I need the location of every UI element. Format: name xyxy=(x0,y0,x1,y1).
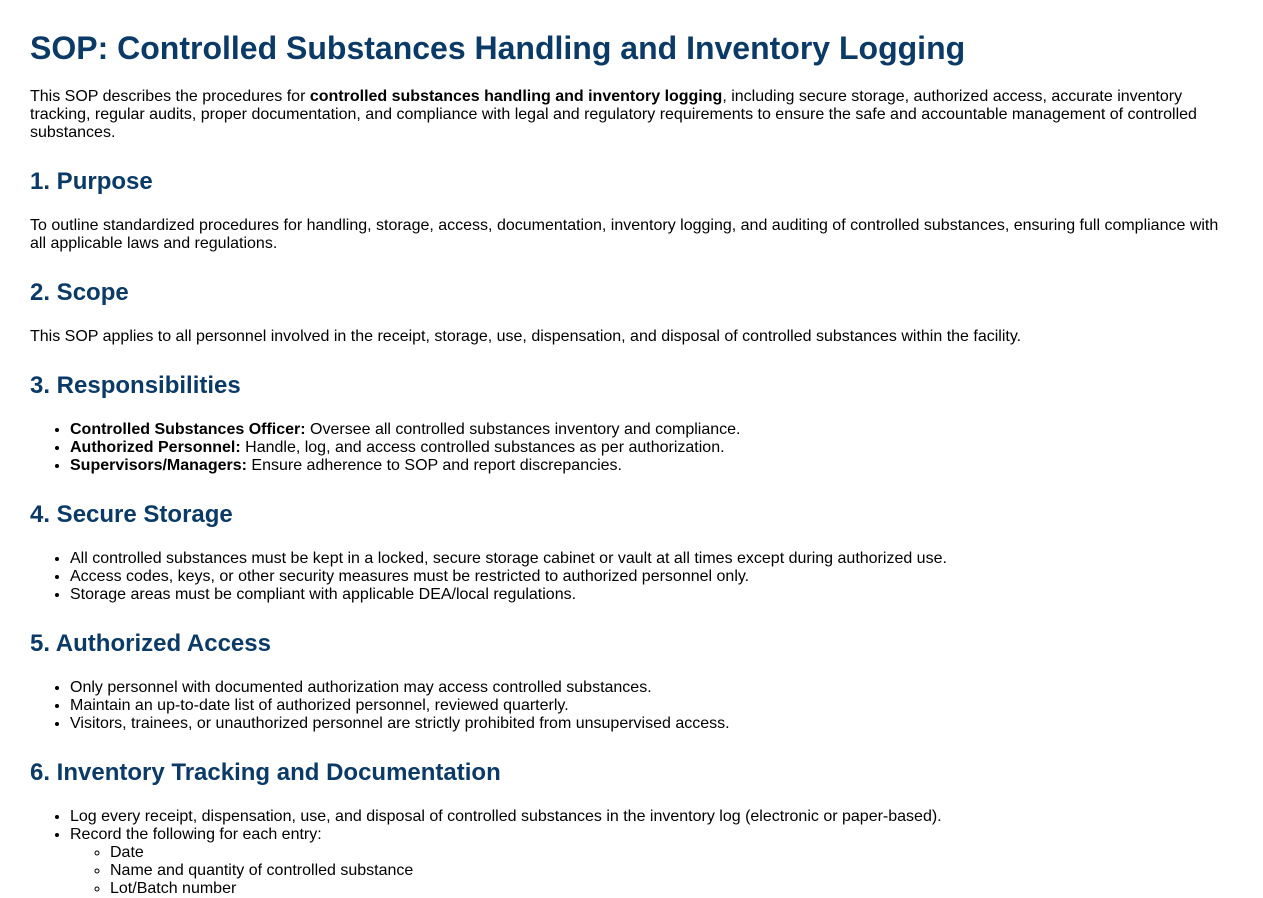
list-item xyxy=(70,421,1233,439)
list-item: • Log every receipt, dispensation, use, and disposal of controlled substances in the inventory log (electronic or paper-based). xyxy=(70,808,1233,826)
section-heading-inventory: 6. Inventory Tracking and Documentation xyxy=(30,759,501,786)
responsibilities-list xyxy=(30,421,1233,475)
list-item: • Only personnel with documented authorization may access controlled substances. xyxy=(70,679,1233,697)
section-heading-scope: 2. Scope xyxy=(30,279,129,306)
list-item: • Maintain an up-to-date list of authorized personnel, reviewed quarterly. xyxy=(70,697,1233,715)
intro-emphasis: controlled substances handling and inventory logging xyxy=(309,88,723,105)
role-label: Authorized Personnel: xyxy=(70,439,241,456)
list-item: • Visitors, trainees, or unauthorized personnel are strictly prohibited from unsupervised access. xyxy=(70,715,1233,733)
sub-list-item: ◦ Date xyxy=(110,844,1233,862)
section-heading-storage: 4. Secure Storage xyxy=(30,501,233,528)
role-label: Controlled Substances Officer: xyxy=(70,421,306,438)
role-description: Handle, log, and access controlled substances as per authorization. xyxy=(240,439,725,456)
scope-text: This SOP applies to all personnel involved in the receipt, storage, use, dispensation, and disposal of controlled substances within the facility. xyxy=(30,328,1022,345)
section-heading-access: 5. Authorized Access xyxy=(30,630,271,657)
list-item: • Storage areas must be compliant with applicable DEA/local regulations. xyxy=(70,586,1233,604)
role-description: Oversee all controlled substances inventory and compliance. xyxy=(305,421,741,438)
list-item xyxy=(70,826,1233,898)
storage-list xyxy=(30,550,1233,604)
intro-text-end: , including secure storage, authorized access, accurate inventory tracking, regular audits, proper documentation, and compliance with legal and regulatory requirements to ensure the safe and accountable management of controlled substances. xyxy=(30,88,1197,141)
purpose-text: To outline standardized procedures for handling, storage, access, documentation, inventory logging, and auditing of controlled substances, ensuring full compliance with all applicable laws and regulations. xyxy=(30,217,1219,252)
list-item xyxy=(70,457,1233,475)
list-item-text: Record the following for each entry: xyxy=(70,826,322,843)
role-description: Ensure adherence to SOP and report discrepancies. xyxy=(246,457,622,474)
section-heading-responsibilities: 3. Responsibilities xyxy=(30,372,241,399)
sub-list-item: ◦ Lot/Batch number xyxy=(110,880,1233,898)
access-list xyxy=(30,679,1233,733)
inventory-list xyxy=(30,808,1233,898)
list-item: • All controlled substances must be kept in a locked, secure storage cabinet or vault at all times except during authorized use. xyxy=(70,550,1233,568)
intro-text-start: This SOP describes the procedures for xyxy=(30,88,310,105)
section-heading-purpose: 1. Purpose xyxy=(30,168,153,195)
intro-paragraph xyxy=(30,88,1233,142)
entry-fields-list xyxy=(70,844,1233,898)
list-item: • Access codes, keys, or other security measures must be restricted to authorized personnel only. xyxy=(70,568,1233,586)
list-item xyxy=(70,439,1233,457)
page-title: SOP: Controlled Substances Handling and Inventory Logging xyxy=(30,30,966,66)
sub-list-item: ◦ Name and quantity of controlled substance xyxy=(110,862,1233,880)
role-label: Supervisors/Managers: xyxy=(70,457,247,474)
